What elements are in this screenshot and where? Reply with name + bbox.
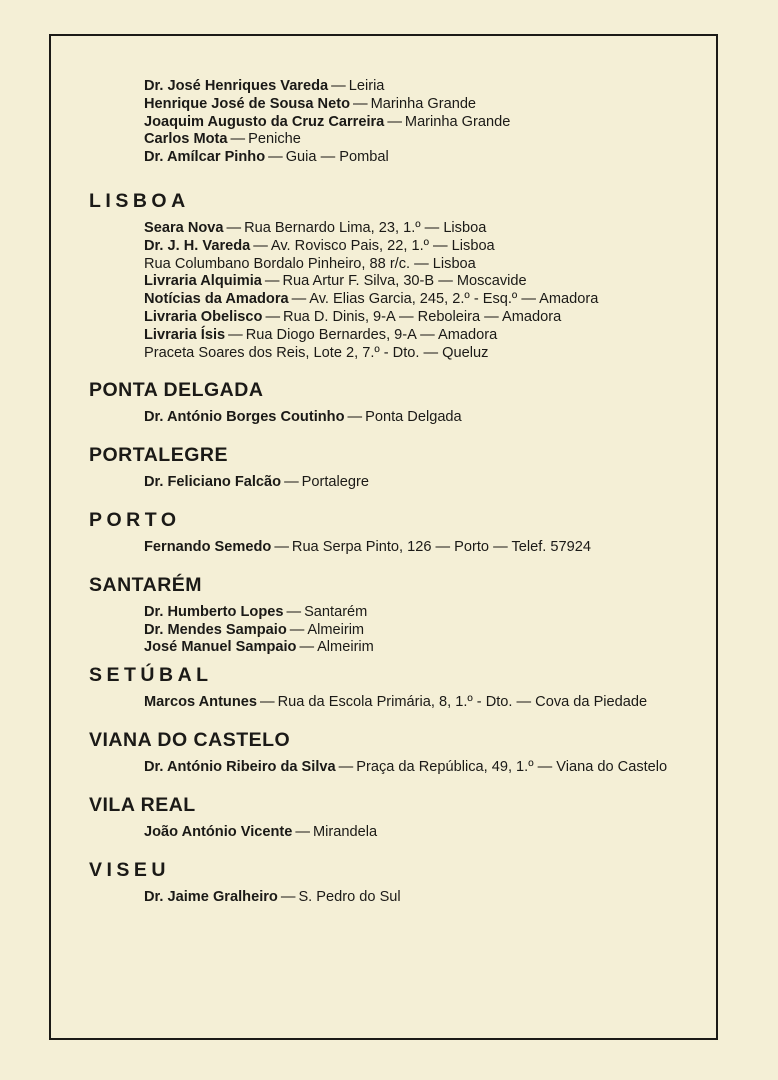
entry: Dr. Jaime Gralheiro — S. Pedro do Sul <box>144 888 401 905</box>
entry-name: João António Vicente <box>144 823 293 840</box>
entry: Dr. Feliciano Falcão — Portalegre <box>144 474 370 491</box>
entry: Dr. Amílcar Pinho — Guia — Pombal <box>144 149 389 166</box>
entry-address: Ponta Delgada <box>365 409 462 426</box>
section-entries <box>144 694 704 712</box>
entry-address: Rua Columbano Bordalo Pinheiro, 88 r/c. — Lisboa <box>144 255 476 272</box>
section-lisboa <box>89 189 704 362</box>
entry: Dr. J. H. Vareda — Av. Rovisco Pais, 22, 1.º — Lisboa <box>144 237 495 254</box>
entry-name: Dr. José Henriques Vareda <box>144 78 329 94</box>
entry-address: Rua Serpa Pinto, 126 — Porto — Telef. 57924 <box>291 538 591 555</box>
entry-name: Dr. Amílcar Pinho <box>144 149 266 166</box>
entry-address: Almeirim <box>307 621 365 638</box>
entry: Livraria Obelisco — Rua D. Dinis, 9-A — Reboleira — Amadora <box>144 308 562 325</box>
directory-list <box>89 78 704 906</box>
entry-address: Praça da República, 49, 1.º — Viana do Castelo <box>356 758 668 775</box>
entry-address: Peniche <box>248 131 301 148</box>
entry-name: Dr. Feliciano Falcão <box>144 474 282 491</box>
entry-name: Notícias da Amadora <box>144 291 289 308</box>
entry-address: Mirandela <box>312 823 378 840</box>
section-title: SANTARÉM <box>89 573 203 596</box>
section-title: LISBOA <box>89 189 190 212</box>
section-viana-do-castelo <box>89 728 704 777</box>
entry-name: Henrique José de Sousa Neto <box>144 95 350 112</box>
entry-name: Livraria Alquimia <box>144 273 262 290</box>
entry: José Manuel Sampaio — Almeirim <box>144 639 374 656</box>
entry-address: S. Pedro do Sul <box>298 888 401 905</box>
entry-name: Dr. António Ribeiro da Silva <box>144 758 336 775</box>
entry-name: Livraria Obelisco <box>144 308 263 325</box>
entry-address: Almeirim <box>317 639 374 656</box>
section-viseu <box>89 858 704 907</box>
entry: Dr. António Borges Coutinho — Ponta Delgada <box>144 409 462 426</box>
entry: Joaquim Augusto da Cruz Carreira — Marinha Grande <box>144 113 511 130</box>
section-entries <box>144 759 704 777</box>
section-title: PORTO <box>89 508 181 531</box>
section-porto <box>89 508 704 557</box>
section-entries <box>144 604 704 657</box>
section-santarem <box>89 573 704 657</box>
entry-address: Santarém <box>304 603 368 620</box>
entry: Livraria Alquimia — Rua Artur F. Silva, 30-B — Moscavide <box>144 273 527 290</box>
entry-address: Portalegre <box>301 474 370 491</box>
entry-name: Marcos Antunes <box>144 694 257 711</box>
entry-name: Dr. António Borges Coutinho <box>144 409 345 426</box>
entry: Dr. Mendes Sampaio — Almeirim <box>144 621 365 638</box>
section-title: VILA REAL <box>89 793 196 816</box>
section-setubal <box>89 663 704 712</box>
section-entries <box>144 409 704 427</box>
entry-address: Guia — Pombal <box>285 149 389 166</box>
entry-name: José Manuel Sampaio <box>144 639 297 656</box>
entry-address: Rua Bernardo Lima, 23, 1.º — Lisboa <box>244 219 487 236</box>
section-title: VIANA DO CASTELO <box>89 728 291 751</box>
section-portalegre <box>89 443 704 492</box>
section-entries <box>144 474 704 492</box>
entry <box>144 256 704 274</box>
entry: Carlos Mota — Peniche <box>144 131 301 148</box>
section-vila-real <box>89 793 704 842</box>
section-leiria-continued <box>89 78 704 167</box>
entry: Dr. Humberto Lopes — Santarém <box>144 603 368 620</box>
entry-address: Av. Rovisco Pais, 22, 1.º — Lisboa <box>270 237 495 254</box>
entry: Marcos Antunes — Rua da Escola Primária, 8, 1.º - Dto. — Cova da Piedade <box>144 694 648 711</box>
entry-name: Seara Nova <box>144 219 224 236</box>
entry-name: Dr. Mendes Sampaio <box>144 621 287 638</box>
entry: Livraria Ísis — Rua Diogo Bernardes, 9-A — Amadora <box>144 326 498 343</box>
entry: Dr. António Ribeiro da Silva — Praça da República, 49, 1.º — Viana do Castelo <box>144 758 668 775</box>
entry: Fernando Semedo — Rua Serpa Pinto, 126 — Porto — Telef. 57924 <box>144 538 591 555</box>
entry-address: Marinha Grande <box>370 95 477 112</box>
section-entries <box>144 889 704 907</box>
entry-name: Fernando Semedo <box>144 538 272 555</box>
entry <box>144 345 704 363</box>
entry-name: Dr. Humberto Lopes <box>144 603 284 620</box>
entry-name: Dr. J. H. Vareda <box>144 237 251 254</box>
entry: João António Vicente — Mirandela <box>144 823 378 840</box>
entry: Notícias da Amadora — Av. Elias Garcia, 245, 2.º - Esq.º — Amadora <box>144 291 599 308</box>
entry-address: Marinha Grande <box>404 113 511 130</box>
section-title: VISEU <box>89 858 171 881</box>
entry: Henrique José de Sousa Neto — Marinha Grande <box>144 95 477 112</box>
entry: Seara Nova — Rua Bernardo Lima, 23, 1.º — Lisboa <box>144 219 487 236</box>
entry-address: Praceta Soares dos Reis, Lote 2, 7.º - Dto. — Queluz <box>144 344 489 361</box>
entry-address: Rua da Escola Primária, 8, 1.º - Dto. — Cova da Piedade <box>277 694 648 711</box>
section-title: SETÚBAL <box>89 664 213 687</box>
entry-name: Carlos Mota <box>144 131 228 148</box>
entry-address: Leiria <box>348 78 385 94</box>
section-entries <box>144 78 704 167</box>
entry: Dr. José Henriques Vareda — Leiria <box>144 78 385 94</box>
section-entries <box>144 220 704 362</box>
section-title: PONTA DELGADA <box>89 379 264 402</box>
entry-name: Livraria Ísis <box>144 326 226 343</box>
section-entries <box>144 824 704 842</box>
entry-name: Joaquim Augusto da Cruz Carreira <box>144 113 385 130</box>
section-entries <box>144 539 704 557</box>
entry-address: Rua Diogo Bernardes, 9-A — Amadora <box>245 326 498 343</box>
entry-address: Rua Artur F. Silva, 30-B — Moscavide <box>282 273 527 290</box>
section-title: PORTALEGRE <box>89 444 228 467</box>
entry-address: Av. Elias Garcia, 245, 2.º - Esq.º — Amadora <box>309 291 599 308</box>
section-ponta-delgada <box>89 378 704 427</box>
entry-address: Rua D. Dinis, 9-A — Reboleira — Amadora <box>283 308 562 325</box>
entry-name: Dr. Jaime Gralheiro <box>144 888 278 905</box>
